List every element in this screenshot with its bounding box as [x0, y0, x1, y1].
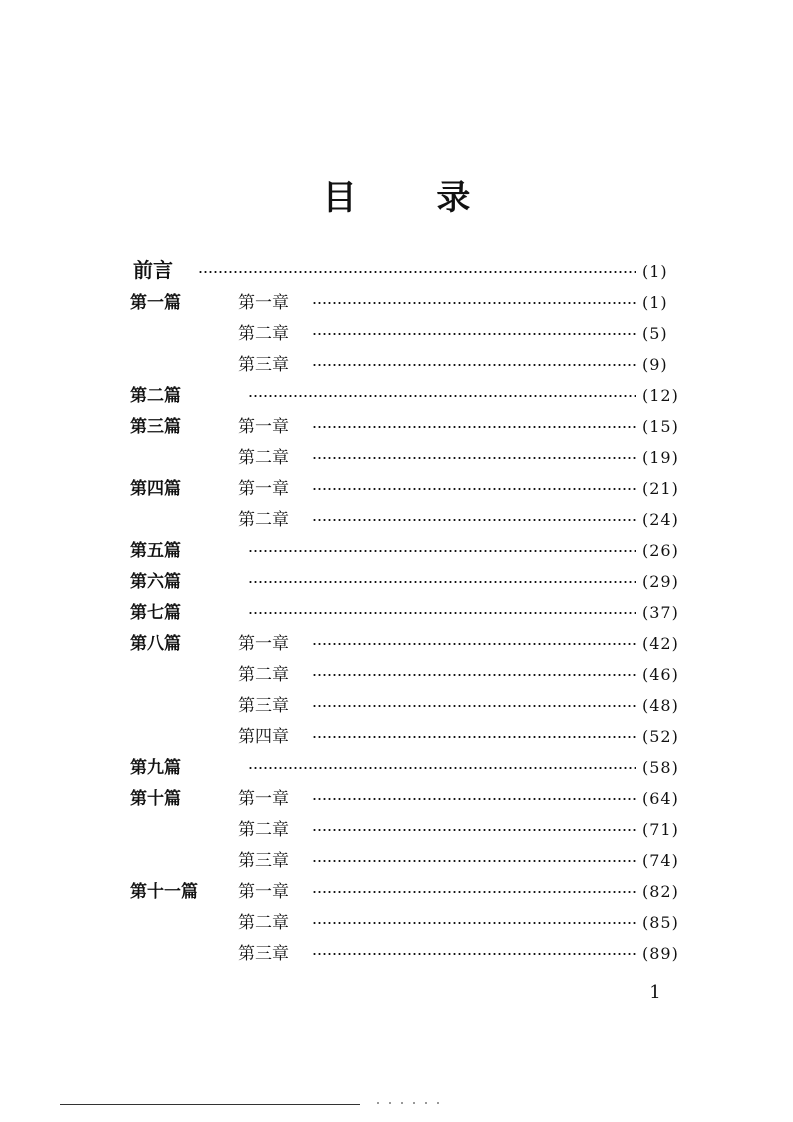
toc-chapter-title: 第一章: [238, 479, 289, 499]
toc-page-ref: (85): [642, 913, 679, 932]
toc-chapter-title: 第四章: [238, 727, 289, 747]
toc-entry: [0, 908, 793, 939]
toc-page-ref: (1): [642, 293, 668, 312]
toc-entry: [0, 536, 793, 567]
toc-entry: [0, 350, 793, 381]
toc-entry: [0, 319, 793, 350]
dot-leader: [312, 519, 636, 521]
toc-chapter-title: 第二章: [238, 448, 289, 468]
toc-chapter-title: 第二章: [238, 324, 289, 344]
toc-page-ref: (89): [642, 944, 679, 963]
table-of-contents: [0, 257, 793, 970]
toc-part-title: 第五篇: [130, 541, 181, 561]
toc-chapter-title: 第二章: [238, 665, 289, 685]
toc-chapter-title: 第一章: [238, 789, 289, 809]
toc-part-title: 第四篇: [130, 479, 181, 499]
toc-page-ref: (52): [642, 727, 679, 746]
toc-entry: [0, 257, 793, 288]
toc-page-ref: (12): [642, 386, 679, 405]
dot-leader: [312, 426, 636, 428]
dot-leader: [248, 767, 636, 769]
toc-page-ref: (42): [642, 634, 679, 653]
toc-entry: [0, 629, 793, 660]
toc-part-title: 第三篇: [130, 417, 181, 437]
toc-entry: [0, 443, 793, 474]
toc-entry: [0, 722, 793, 753]
dot-leader: [248, 581, 636, 583]
toc-part-title: 第六篇: [130, 572, 181, 592]
toc-entry: [0, 753, 793, 784]
toc-page-ref: (82): [642, 882, 679, 901]
toc-chapter-title: 第一章: [238, 634, 289, 654]
toc-chapter-title: 第二章: [238, 820, 289, 840]
toc-page-ref: (26): [642, 541, 679, 560]
toc-chapter-title: 第一章: [238, 417, 289, 437]
toc-chapter-title: 第一章: [238, 882, 289, 902]
toc-entry: [0, 691, 793, 722]
page-title: 目 录: [322, 178, 505, 218]
dot-leader: [312, 922, 636, 924]
toc-entry: [0, 598, 793, 629]
page-number: 1: [649, 982, 661, 1003]
toc-entry: [0, 815, 793, 846]
toc-page-ref: (48): [642, 696, 679, 715]
toc-page-ref: (21): [642, 479, 679, 498]
dot-leader: [312, 829, 636, 831]
toc-chapter-title: 第三章: [238, 851, 289, 871]
toc-chapter-title: 第三章: [238, 696, 289, 716]
toc-part-title: 第九篇: [130, 758, 181, 778]
dot-leader: [312, 953, 636, 955]
toc-part-title: 第八篇: [130, 634, 181, 654]
toc-page-ref: (15): [642, 417, 679, 436]
toc-chapter-title: 第一章: [238, 293, 289, 313]
toc-page-ref: (24): [642, 510, 679, 529]
dot-leader: [248, 550, 636, 552]
dot-leader: [312, 674, 636, 676]
dot-leader: [312, 705, 636, 707]
toc-page-ref: (46): [642, 665, 679, 684]
toc-part-title: 第二篇: [130, 386, 181, 406]
toc-entry: [0, 505, 793, 536]
dot-leader: [312, 302, 636, 304]
scan-artifact-dots: [372, 1102, 442, 1104]
dot-leader: [312, 364, 636, 366]
dot-leader: [312, 457, 636, 459]
toc-entry: [0, 412, 793, 443]
dot-leader: [198, 271, 636, 273]
toc-page-ref: (58): [642, 758, 679, 777]
toc-part-title: 前言: [133, 258, 173, 282]
toc-page-ref: (1): [642, 262, 668, 281]
toc-entry: [0, 846, 793, 877]
toc-part-title: 第十篇: [130, 789, 181, 809]
toc-page-ref: (9): [642, 355, 668, 374]
toc-page-ref: (5): [642, 324, 668, 343]
toc-entry: [0, 567, 793, 598]
toc-page-ref: (74): [642, 851, 679, 870]
toc-part-title: 第一篇: [130, 293, 181, 313]
dot-leader: [312, 488, 636, 490]
dot-leader: [312, 891, 636, 893]
toc-entry: [0, 381, 793, 412]
toc-entry: [0, 877, 793, 908]
toc-page-ref: (19): [642, 448, 679, 467]
toc-entry: [0, 660, 793, 691]
dot-leader: [312, 736, 636, 738]
toc-chapter-title: 第二章: [238, 913, 289, 933]
dot-leader: [312, 798, 636, 800]
toc-chapter-title: 第三章: [238, 944, 289, 964]
dot-leader: [312, 860, 636, 862]
toc-chapter-title: 第三章: [238, 355, 289, 375]
toc-page-ref: (29): [642, 572, 679, 591]
dot-leader: [248, 612, 636, 614]
scan-artifact-line: [60, 1104, 360, 1105]
toc-chapter-title: 第二章: [238, 510, 289, 530]
dot-leader: [248, 395, 636, 397]
toc-entry: [0, 474, 793, 505]
toc-page-ref: (64): [642, 789, 679, 808]
toc-page-ref: (71): [642, 820, 679, 839]
dot-leader: [312, 333, 636, 335]
dot-leader: [312, 643, 636, 645]
toc-page-ref: (37): [642, 603, 679, 622]
toc-part-title: 第十一篇: [130, 882, 198, 902]
toc-entry: [0, 784, 793, 815]
toc-entry: [0, 288, 793, 319]
toc-entry: [0, 939, 793, 970]
toc-part-title: 第七篇: [130, 603, 181, 623]
